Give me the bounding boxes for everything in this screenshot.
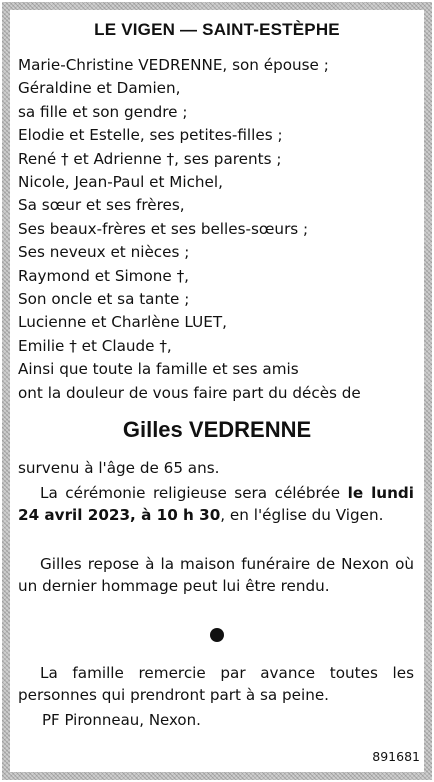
thanks-paragraph (18, 662, 414, 706)
reference-number: 891681 (372, 749, 420, 764)
family-line: Marie-Christine VEDRENNE, son épouse ; (18, 56, 329, 74)
family-line: Sa sœur et ses frères, (18, 196, 185, 215)
ceremony-paragraph (18, 482, 414, 526)
family-line: Nicole, Jean-Paul et Michel, (18, 173, 223, 192)
family-list (18, 54, 418, 405)
notice-border (2, 2, 432, 780)
funeral-home: PF Pironneau, Nexon. (42, 711, 201, 729)
ceremony-date-time: le lundi 24 avril 2023, à 10 h 30 (18, 484, 415, 524)
ceremony-intro: La cérémonie religieuse sera célébrée (40, 484, 348, 502)
repose-text: Gilles repose à la maison funéraire de Nexon où un dernier hommage peut lui être rendu. (18, 555, 414, 595)
age-text: survenu à l'âge de 65 ans. (18, 459, 220, 477)
family-line: Lucienne et Charlène LUET, (18, 313, 227, 332)
locality-heading: LE VIGEN — SAINT-ESTÈPHE (94, 20, 340, 39)
family-line: Ses beaux-frères et ses belles-sœurs ; (18, 219, 309, 238)
deceased-name: Gilles VEDRENNE (122, 417, 312, 442)
repose-paragraph (18, 553, 414, 597)
family-line: Ses neveux et nièces ; (18, 243, 190, 262)
family-line: René † et Adrienne †, ses parents ; (18, 149, 282, 168)
age-paragraph (18, 457, 414, 479)
family-line: ont la douleur de vous faire part du décès de (18, 383, 361, 402)
obituary-notice (10, 10, 424, 772)
family-line: Son oncle et sa tante ; (18, 290, 190, 309)
family-line: Emilie † et Claude †, (18, 336, 172, 355)
family-line: Raymond et Simone †, (18, 266, 189, 285)
family-line: Elodie et Estelle, ses petites-filles ; (18, 126, 283, 145)
ceremony-outro: , en l'église du Vigen. (220, 506, 384, 524)
family-line: Ainsi que toute la famille et ses amis (18, 360, 299, 379)
family-line: sa fille et son gendre ; (18, 102, 188, 121)
separator-bullet (210, 628, 224, 642)
family-line: Géraldine et Damien, (18, 79, 181, 98)
thanks-text: La famille remercie par avance toutes les personnes qui prendront part à sa peine. (18, 664, 414, 704)
